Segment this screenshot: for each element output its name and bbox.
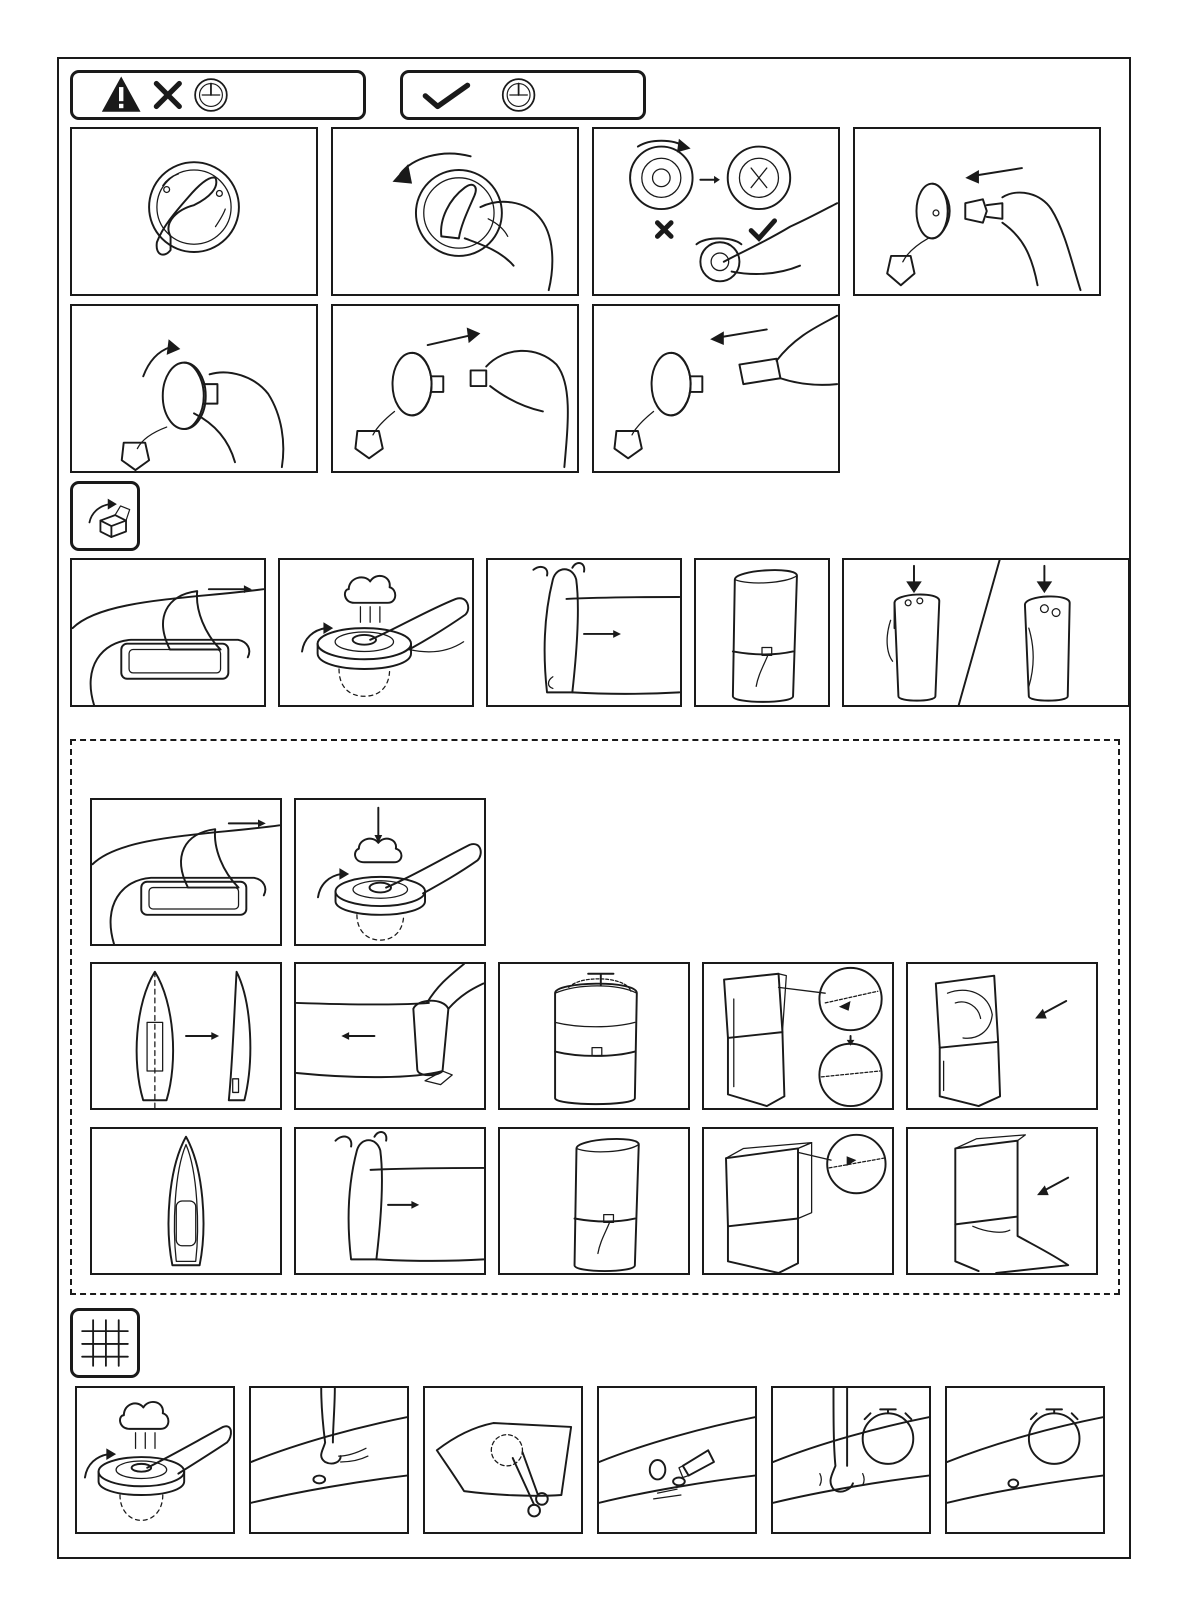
storage-step-roll-board [486,558,682,707]
repair-patch-icon [70,1308,140,1378]
alt-step-roll-folded [294,962,486,1110]
valve-step-2 [331,127,579,296]
cross-icon [156,84,179,107]
repair-step-release-air [75,1386,235,1534]
pressure-gauge-icon [503,79,535,111]
valve-step-6 [331,304,579,473]
storage-box-icon [70,481,140,551]
checkmark-icon [425,85,467,106]
alt-step-fold-lengthwise [90,962,282,1110]
repair-step-press-patch [771,1386,931,1534]
alt-step-remove-fin [90,798,282,946]
warning-pill [70,70,366,120]
storage-step-remove-fin [70,558,266,707]
storage-step-release-air [278,558,474,707]
alt-step-roll-board [294,1127,486,1275]
alt-step-zip-bag [702,962,894,1110]
ok-pill [400,70,646,120]
alt-step-board-topview [90,1127,282,1275]
repair-step-cut-patch [423,1386,583,1534]
alt-step-zip-closed [702,1127,894,1275]
repair-step-wait-timer [945,1386,1105,1534]
storage-step-pack-bag [842,558,1130,707]
pressure-gauge-icon [195,79,227,111]
valve-step-5 [70,304,318,473]
valve-step-7 [592,304,840,473]
alt-step-strap-board [498,1127,690,1275]
repair-step-apply-glue [597,1386,757,1534]
alt-step-insert-board-2 [906,1127,1098,1275]
valve-step-4 [853,127,1101,296]
alt-step-release-air [294,798,486,946]
repair-step-clean [249,1386,409,1534]
warning-triangle-icon [102,77,141,112]
alt-step-strap-with-pump [498,962,690,1110]
alt-step-insert-board [906,962,1098,1110]
valve-step-3 [592,127,840,296]
valve-step-1 [70,127,318,296]
storage-step-strap-board [694,558,830,707]
